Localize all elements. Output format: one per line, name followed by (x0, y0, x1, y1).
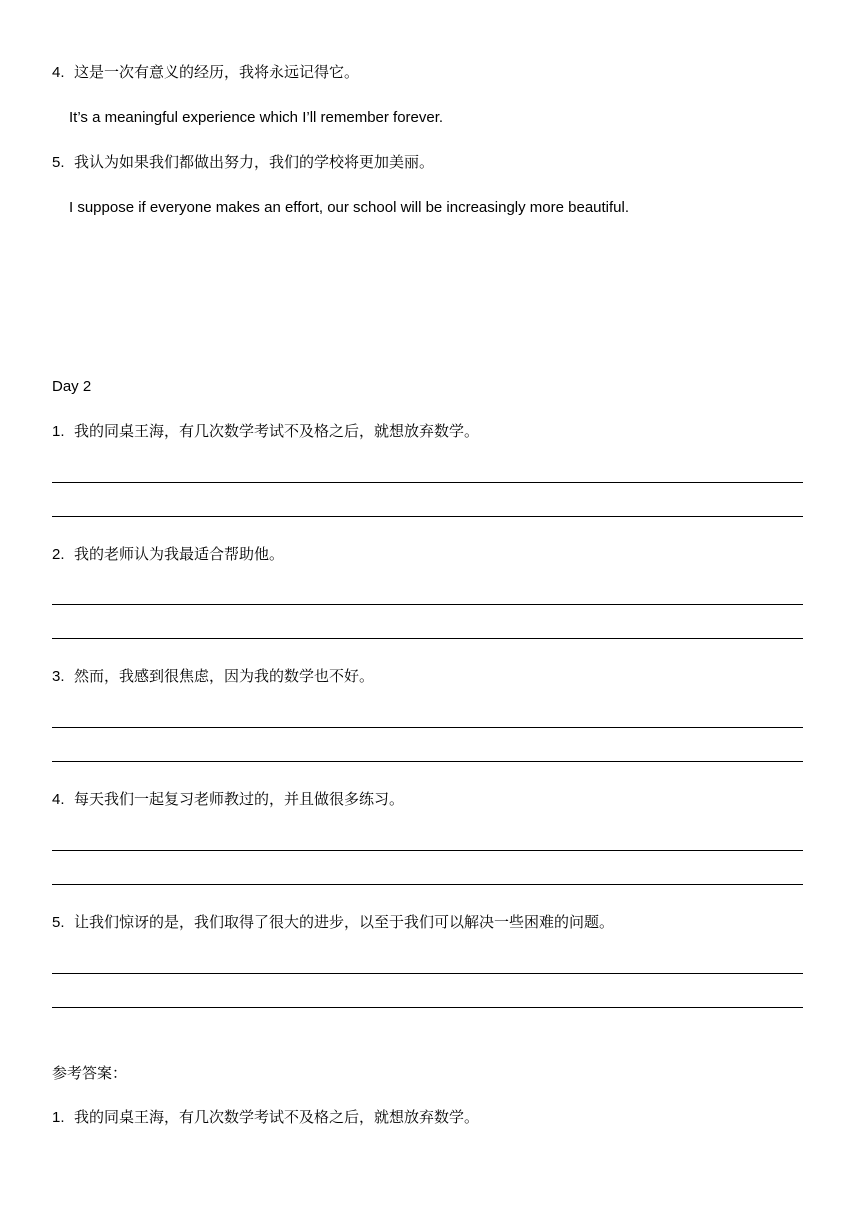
day2-heading: Day 2 (52, 378, 92, 395)
question-number: 3. (52, 668, 65, 685)
question-number: 5. (52, 914, 65, 931)
question-text-chinese: 然而，我感到很焦虑，因为我的数学也不好。 (74, 667, 375, 685)
question-text-chinese: 我的老师认为我最适合帮助他。 (74, 545, 285, 563)
answer-5-english: I suppose if everyone makes an effort, our school will be increasingly more beautiful. (69, 199, 630, 216)
day2-question-3 (52, 666, 374, 687)
question-text-chinese: 我的同桌王海，有几次数学考试不及格之后，就想放弃数学。 (74, 1108, 480, 1126)
answer-line[interactable] (52, 727, 803, 728)
answers-item-1 (52, 1107, 479, 1128)
question-text-chinese: 每天我们一起复习老师教过的，并且做很多练习。 (74, 790, 405, 808)
answer-4-english: It’s a meaningful experience which I’ll remember forever. (69, 109, 444, 126)
day2-question-1 (52, 421, 479, 442)
question-number: 1. (52, 423, 65, 440)
day2-question-5 (52, 912, 614, 933)
day2-question-4 (52, 789, 404, 810)
question-text-chinese: 我认为如果我们都做出努力，我们的学校将更加美丽。 (74, 153, 435, 171)
question-number: 1. (52, 1109, 65, 1126)
answer-line[interactable] (52, 604, 803, 605)
answer-line[interactable] (52, 638, 803, 639)
question-text-chinese: 我的同桌王海，有几次数学考试不及格之后，就想放弃数学。 (74, 422, 480, 440)
question-text-chinese: 这是一次有意义的经历，我将永远记得它。 (74, 63, 360, 81)
answer-line[interactable] (52, 973, 803, 974)
question-text-chinese: 让我们惊讶的是，我们取得了很大的进步，以至于我们可以解决一些困难的问题。 (74, 913, 615, 931)
answer-line[interactable] (52, 482, 803, 483)
answer-line[interactable] (52, 884, 803, 885)
question-4 (52, 62, 359, 83)
question-5 (52, 152, 434, 173)
question-number: 2. (52, 546, 65, 563)
answer-line[interactable] (52, 850, 803, 851)
question-number: 5. (52, 154, 65, 171)
question-number: 4. (52, 791, 65, 808)
answer-line[interactable] (52, 761, 803, 762)
answer-line[interactable] (52, 516, 803, 517)
question-number: 4. (52, 64, 65, 81)
answer-line[interactable] (52, 1007, 803, 1008)
day2-question-2 (52, 544, 284, 565)
answers-heading: 参考答案： (52, 1064, 128, 1082)
